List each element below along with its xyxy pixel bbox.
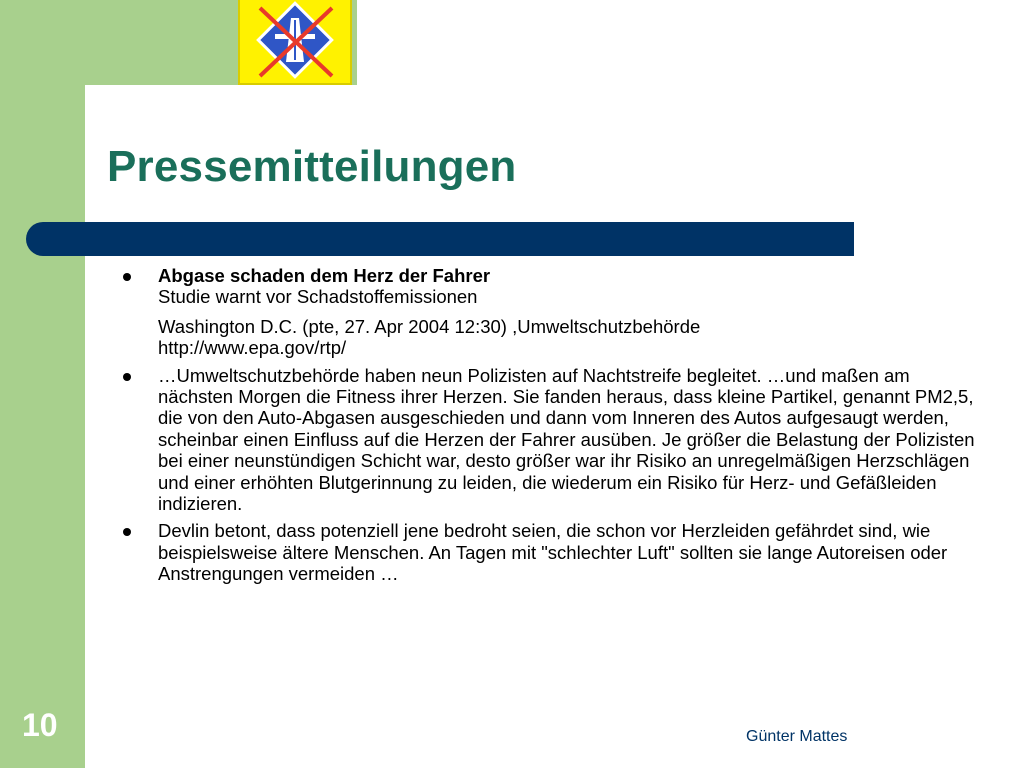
list-item [118,265,988,359]
list-item [118,365,988,515]
bullet-subtitle: Studie warnt vor Schadstoffemissionen [158,286,478,308]
bullet-text: …Umweltschutzbehörde haben neun Polizisten auf Nachtstreife begleitet. …und maßen am nächsten Morgen die Fitness ihrer Herzen. Sie fanden heraus, dass kleine Partikel, genannt PM2,5, die von den Auto-Abgasen ausgeschieden und dann vom Inneren des Autos aufgesaugt werden, scheinbar einen Einfluss auf die Herzen der Fahrer ausüben. Je größer die Belastung der Polizisten bei einer neunstündigen Schicht war, desto größer war ihr Risiko an unregelmäßigen Herzschlägen und einer erhöhten Blutgerinnung zu leiden, die wiederum ein Risiko für Herz- und Gefäßleiden indizieren. [158,364,975,515]
list-item [118,520,988,584]
motorway-logo [238,0,352,85]
page-number: 10 [22,707,58,743]
footer-author: Günter Mattes [746,728,848,745]
bullet-heading: Abgase schaden dem Herz der Fahrer [158,265,491,286]
bullet-url: http://www.epa.gov/rtp/ [158,337,347,359]
bullet-list [118,265,988,591]
title-underline-bar [26,222,854,256]
crossed-out-motorway-sign-icon [240,0,350,83]
bullet-source: Washington D.C. (pte, 27. Apr 2004 12:30) ,Umweltschutzbehörde [158,315,701,337]
bullet-text: Devlin betont, dass potenziell jene bedroht seien, die schon vor Herzleiden gefährdet sind, wie beispielsweise ältere Menschen. An Tagen mit "schlechter Luft" sollten sie lange Autoreisen oder Anstrengungen vermeiden … [158,520,948,585]
slide-title: Pressemitteilungen [107,142,517,191]
left-green-bar [0,0,85,768]
